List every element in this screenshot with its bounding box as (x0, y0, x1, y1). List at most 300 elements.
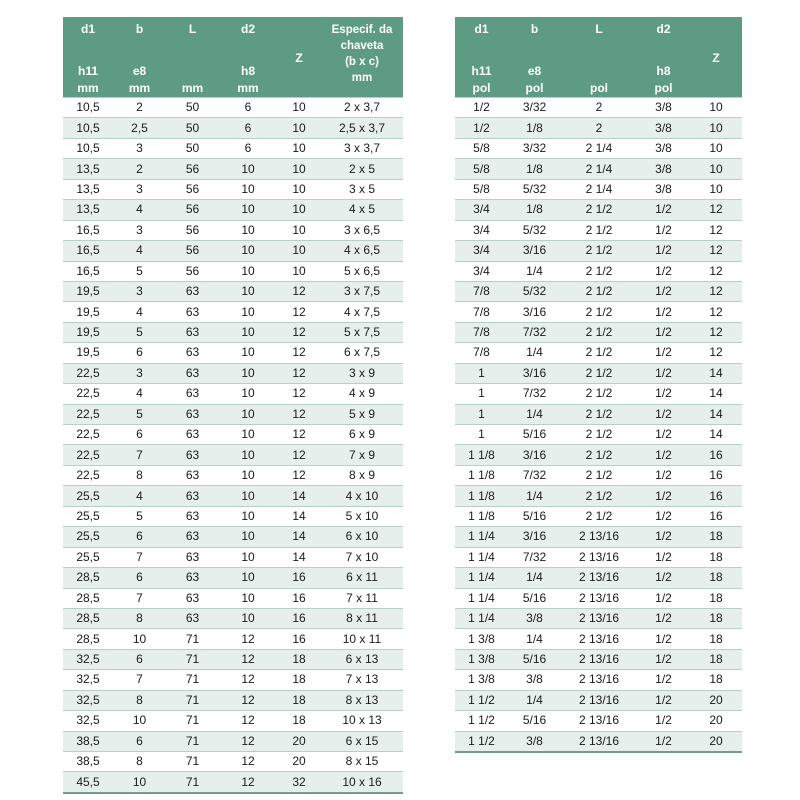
table-cell: 1/2 (637, 649, 690, 669)
table-cell: 4 (113, 384, 166, 404)
table-cell: 5 x 9 (321, 404, 403, 424)
table-cell: 10 (219, 302, 277, 322)
table-cell: 7 (113, 588, 166, 608)
table-cell: 2 13/16 (561, 731, 637, 752)
table-cell: 10,5 (63, 138, 113, 158)
table-row (63, 752, 403, 772)
table-cell: 63 (166, 465, 219, 485)
table-cell: 1/2 (637, 608, 690, 628)
table-row (455, 588, 742, 608)
table-cell: 2 1/2 (561, 241, 637, 261)
table-cell: 4 x 7,5 (321, 302, 403, 322)
table-cell: 10 (219, 220, 277, 240)
table-cell: 6 x 13 (321, 649, 403, 669)
table-row (455, 200, 742, 220)
table-cell: 3 (113, 179, 166, 199)
table-cell: 3/4 (455, 241, 508, 261)
table-row (63, 322, 403, 342)
table-cell: 3/16 (508, 445, 561, 465)
table-cell: 63 (166, 527, 219, 547)
table-cell: 1/4 (508, 404, 561, 424)
table-cell: 10 (219, 445, 277, 465)
table-cell: 10 (113, 772, 166, 793)
table-row (455, 343, 742, 363)
table-cell: 14 (277, 506, 321, 526)
table-cell: 71 (166, 772, 219, 793)
table-row (63, 465, 403, 485)
table-cell: 3/8 (508, 731, 561, 752)
table-cell: 5 (113, 261, 166, 281)
table-cell: 1/4 (508, 629, 561, 649)
table-row (63, 241, 403, 261)
table-cell: 10,5 (63, 118, 113, 138)
table-row (455, 118, 742, 138)
table-cell: 12 (277, 384, 321, 404)
table-cell: 22,5 (63, 465, 113, 485)
table-cell: 3 x 7,5 (321, 281, 403, 301)
table-cell: 3 (113, 138, 166, 158)
table-cell: 10 (219, 608, 277, 628)
table-cell: 2 1/4 (561, 138, 637, 158)
table-row (63, 547, 403, 567)
table-cell: 12 (219, 772, 277, 793)
table-cell: 2 1/2 (561, 343, 637, 363)
table-cell: 5/32 (508, 281, 561, 301)
table-cell: 6 x 7,5 (321, 343, 403, 363)
table-cell: 63 (166, 445, 219, 465)
table-cell: 56 (166, 179, 219, 199)
table-cell: 10 x 16 (321, 772, 403, 793)
table-cell: 10 x 11 (321, 629, 403, 649)
table-cell: 25,5 (63, 486, 113, 506)
table-cell: 3/8 (637, 179, 690, 199)
table-cell: 2 13/16 (561, 649, 637, 669)
table-cell: 10 (277, 138, 321, 158)
table-cell: 10 (219, 384, 277, 404)
table-cell: 7/32 (508, 465, 561, 485)
table-cell: 12 (219, 731, 277, 751)
table-cell: 10 (219, 465, 277, 485)
table-cell: 3 x 6,5 (321, 220, 403, 240)
table-cell: 16 (690, 486, 742, 506)
table-cell: 1/2 (637, 527, 690, 547)
table-cell: 22,5 (63, 384, 113, 404)
table-row (455, 363, 742, 383)
table-cell: 1/8 (508, 200, 561, 220)
metric-table (63, 17, 403, 794)
table-cell: 32,5 (63, 670, 113, 690)
table-cell: 50 (166, 98, 219, 118)
table-cell: 7/8 (455, 302, 508, 322)
table-cell: 2 13/16 (561, 527, 637, 547)
table-cell: 25,5 (63, 527, 113, 547)
table-cell: 1 1/2 (455, 690, 508, 710)
table-cell: 4 x 5 (321, 200, 403, 220)
table-cell: 4 (113, 241, 166, 261)
table-cell: 3 (113, 281, 166, 301)
table-row (63, 608, 403, 628)
table-cell: 63 (166, 588, 219, 608)
table-row (63, 629, 403, 649)
table-cell: 2 1/2 (561, 445, 637, 465)
table-row (455, 486, 742, 506)
table-cell: 63 (166, 608, 219, 628)
table-cell: 12 (277, 425, 321, 445)
table-cell: 1 3/8 (455, 629, 508, 649)
header-row (455, 17, 742, 98)
table-row (63, 445, 403, 465)
table-cell: 1/8 (508, 118, 561, 138)
table-cell: 1 3/8 (455, 649, 508, 669)
table-cell: 1/2 (637, 711, 690, 731)
table-row (455, 547, 742, 567)
table-cell: 63 (166, 363, 219, 383)
table-cell: 1/2 (637, 588, 690, 608)
table-cell: 5 (113, 322, 166, 342)
header-spec: Especif. da chaveta (b x c) mm (321, 17, 403, 98)
table-row (63, 649, 403, 669)
table-cell: 5 x 7,5 (321, 322, 403, 342)
table-cell: 3/16 (508, 241, 561, 261)
table-row (455, 425, 742, 445)
table-row (455, 465, 742, 485)
table-cell: 28,5 (63, 568, 113, 588)
table-cell: 10 (219, 159, 277, 179)
table-cell: 7 x 13 (321, 670, 403, 690)
table-cell: 10 (219, 486, 277, 506)
table-cell: 12 (277, 322, 321, 342)
table-cell: 38,5 (63, 731, 113, 751)
table-cell: 56 (166, 200, 219, 220)
table-cell: 19,5 (63, 343, 113, 363)
table-cell: 1 (455, 404, 508, 424)
table-row (63, 772, 403, 793)
table-row (63, 670, 403, 690)
table-cell: 10 (690, 98, 742, 118)
header-d2: d2 h8 mm (219, 17, 277, 98)
table-cell: 56 (166, 261, 219, 281)
table-cell: 1/2 (637, 404, 690, 424)
table-cell: 50 (166, 118, 219, 138)
table-cell: 12 (277, 445, 321, 465)
table-cell: 1/2 (637, 425, 690, 445)
table-cell: 2 13/16 (561, 670, 637, 690)
table-cell: 63 (166, 506, 219, 526)
table-cell: 6 x 9 (321, 425, 403, 445)
table-row (455, 384, 742, 404)
table-row (63, 98, 403, 118)
metric-table-body (63, 98, 403, 793)
table-cell: 22,5 (63, 425, 113, 445)
table-row (63, 404, 403, 424)
table-cell: 18 (690, 588, 742, 608)
table-cell: 3/4 (455, 220, 508, 240)
table-cell: 8 x 9 (321, 465, 403, 485)
table-cell: 7/32 (508, 384, 561, 404)
table-cell: 5/8 (455, 159, 508, 179)
table-cell: 18 (690, 527, 742, 547)
table-row (63, 220, 403, 240)
table-row (455, 608, 742, 628)
table-cell: 5/16 (508, 711, 561, 731)
table-row (455, 731, 742, 752)
table-cell: 10 (690, 159, 742, 179)
table-cell: 18 (277, 711, 321, 731)
table-cell: 7 (113, 445, 166, 465)
table-cell: 5/16 (508, 425, 561, 445)
table-cell: 38,5 (63, 752, 113, 772)
table-cell: 18 (690, 547, 742, 567)
table-cell: 1 (455, 384, 508, 404)
table-cell: 71 (166, 690, 219, 710)
table-cell: 2 1/2 (561, 486, 637, 506)
table-cell: 18 (277, 690, 321, 710)
table-cell: 12 (219, 690, 277, 710)
table-cell: 1/2 (637, 506, 690, 526)
table-row (455, 241, 742, 261)
table-cell: 50 (166, 138, 219, 158)
table-cell: 3/8 (637, 98, 690, 118)
table-cell: 2 13/16 (561, 568, 637, 588)
table-cell: 32,5 (63, 649, 113, 669)
table-row (455, 629, 742, 649)
table-cell: 16 (690, 445, 742, 465)
table-cell: 16,5 (63, 241, 113, 261)
table-cell: 2 1/2 (561, 506, 637, 526)
table-cell: 56 (166, 241, 219, 261)
table-cell: 14 (690, 384, 742, 404)
table-cell: 1/2 (637, 690, 690, 710)
table-cell: 3 (113, 220, 166, 240)
table-cell: 3 x 9 (321, 363, 403, 383)
table-row (63, 138, 403, 158)
table-cell: 2 13/16 (561, 711, 637, 731)
table-cell: 2 1/4 (561, 179, 637, 199)
table-cell: 1/2 (455, 98, 508, 118)
table-cell: 12 (277, 404, 321, 424)
table-cell: 10 (113, 629, 166, 649)
table-cell: 2 1/2 (561, 200, 637, 220)
table-cell: 22,5 (63, 363, 113, 383)
table-cell: 18 (690, 670, 742, 690)
table-cell: 1/2 (637, 343, 690, 363)
table-cell: 10 (277, 220, 321, 240)
table-cell: 7 x 11 (321, 588, 403, 608)
table-row (455, 159, 742, 179)
table-cell: 8 x 15 (321, 752, 403, 772)
table-cell: 1 (455, 425, 508, 445)
table-cell: 2 1/2 (561, 363, 637, 383)
table-cell: 32 (277, 772, 321, 793)
table-cell: 1 1/8 (455, 486, 508, 506)
table-cell: 16 (690, 506, 742, 526)
table-cell: 2 1/4 (561, 159, 637, 179)
table-cell: 5 (113, 506, 166, 526)
table-cell: 4 (113, 486, 166, 506)
table-cell: 1/4 (508, 343, 561, 363)
table-row (455, 670, 742, 690)
table-cell: 63 (166, 404, 219, 424)
table-cell: 3/8 (508, 670, 561, 690)
table-cell: 1/2 (637, 363, 690, 383)
header-Z: Z (690, 17, 742, 98)
table-cell: 6 (219, 98, 277, 118)
table-cell: 45,5 (63, 772, 113, 793)
table-cell: 3/16 (508, 527, 561, 547)
table-cell: 3 (113, 363, 166, 383)
table-cell: 1/4 (508, 568, 561, 588)
table-cell: 14 (690, 404, 742, 424)
table-cell: 2 13/16 (561, 690, 637, 710)
table-row (455, 690, 742, 710)
table-cell: 19,5 (63, 281, 113, 301)
table-cell: 2 13/16 (561, 588, 637, 608)
table-row (63, 568, 403, 588)
table-cell: 1 3/8 (455, 670, 508, 690)
table-cell: 12 (277, 465, 321, 485)
table-cell: 32,5 (63, 690, 113, 710)
table-cell: 10 (219, 527, 277, 547)
table-cell: 13,5 (63, 159, 113, 179)
table-cell: 2 1/2 (561, 465, 637, 485)
table-cell: 2 1/2 (561, 261, 637, 281)
table-row (455, 506, 742, 526)
table-cell: 1/2 (637, 465, 690, 485)
imperial-table-body (455, 98, 742, 753)
table-cell: 5/32 (508, 220, 561, 240)
table-cell: 3/8 (637, 159, 690, 179)
table-cell: 12 (690, 220, 742, 240)
table-cell: 20 (690, 731, 742, 752)
table-cell: 8 (113, 690, 166, 710)
table-cell: 12 (219, 752, 277, 772)
table-row (63, 200, 403, 220)
table-cell: 5 x 6,5 (321, 261, 403, 281)
table-cell: 2 1/2 (561, 220, 637, 240)
table-row (63, 690, 403, 710)
table-cell: 6 (113, 343, 166, 363)
table-cell: 18 (690, 649, 742, 669)
table-cell: 71 (166, 649, 219, 669)
table-cell: 1/2 (637, 670, 690, 690)
table-row (455, 261, 742, 281)
table-cell: 7/32 (508, 547, 561, 567)
table-cell: 4 x 6,5 (321, 241, 403, 261)
table-row (455, 711, 742, 731)
table-cell: 2 (113, 98, 166, 118)
table-cell: 1/2 (637, 629, 690, 649)
table-cell: 63 (166, 281, 219, 301)
table-cell: 71 (166, 670, 219, 690)
header-d1: d1 h11 mm (63, 17, 113, 98)
table-cell: 7 (113, 670, 166, 690)
table-cell: 2 1/2 (561, 281, 637, 301)
table-cell: 2 x 5 (321, 159, 403, 179)
table-row (455, 568, 742, 588)
table-cell: 63 (166, 302, 219, 322)
table-cell: 5 x 10 (321, 506, 403, 526)
table-row (455, 98, 742, 118)
table-cell: 63 (166, 547, 219, 567)
table-cell: 1/4 (508, 690, 561, 710)
table-cell: 10 (277, 98, 321, 118)
table-cell: 63 (166, 486, 219, 506)
table-cell: 12 (277, 302, 321, 322)
table-cell: 10 (219, 343, 277, 363)
table-cell: 4 x 9 (321, 384, 403, 404)
table-cell: 63 (166, 568, 219, 588)
table-cell: 1 1/2 (455, 711, 508, 731)
table-cell: 1/2 (637, 302, 690, 322)
table-cell: 22,5 (63, 404, 113, 424)
table-cell: 10 (277, 241, 321, 261)
table-cell: 12 (219, 670, 277, 690)
table-cell: 3/16 (508, 363, 561, 383)
table-row (455, 404, 742, 424)
table-cell: 2 13/16 (561, 629, 637, 649)
table-cell: 3/32 (508, 138, 561, 158)
table-cell: 14 (277, 486, 321, 506)
table-cell: 10 (277, 159, 321, 179)
table-cell: 12 (219, 649, 277, 669)
table-cell: 3 x 3,7 (321, 138, 403, 158)
table-cell: 32,5 (63, 711, 113, 731)
table-cell: 12 (219, 711, 277, 731)
table-cell: 18 (277, 649, 321, 669)
table-cell: 6 (113, 425, 166, 445)
table-cell: 10 (219, 588, 277, 608)
table-cell: 1 1/4 (455, 568, 508, 588)
table-cell: 7 x 10 (321, 547, 403, 567)
table-cell: 71 (166, 711, 219, 731)
table-cell: 19,5 (63, 322, 113, 342)
table-row (455, 649, 742, 669)
table-row (63, 506, 403, 526)
table-cell: 25,5 (63, 547, 113, 567)
table-row (63, 711, 403, 731)
table-cell: 10 (277, 200, 321, 220)
imperial-table (455, 17, 742, 753)
table-cell: 16 (277, 629, 321, 649)
table-cell: 2 1/2 (561, 425, 637, 445)
table-row (63, 118, 403, 138)
table-cell: 63 (166, 425, 219, 445)
table-cell: 10 (219, 506, 277, 526)
table-cell: 10 (690, 179, 742, 199)
table-cell: 10 (219, 363, 277, 383)
header-d2: d2 h8 pol (637, 17, 690, 98)
table-cell: 6 (113, 649, 166, 669)
table-cell: 10 (219, 241, 277, 261)
table-cell: 12 (690, 241, 742, 261)
table-cell: 8 x 11 (321, 608, 403, 628)
table-cell: 7/32 (508, 322, 561, 342)
table-cell: 1/2 (455, 118, 508, 138)
table-row (455, 179, 742, 199)
table-cell: 7/8 (455, 343, 508, 363)
table-cell: 3/8 (637, 138, 690, 158)
table-cell: 63 (166, 322, 219, 342)
table-cell: 63 (166, 343, 219, 363)
table-cell: 8 (113, 608, 166, 628)
table-cell: 12 (690, 343, 742, 363)
table-cell: 2 13/16 (561, 608, 637, 628)
table-cell: 20 (277, 752, 321, 772)
table-cell: 2 (113, 159, 166, 179)
table-cell: 20 (690, 711, 742, 731)
table-cell: 1 1/4 (455, 588, 508, 608)
table-row (63, 159, 403, 179)
